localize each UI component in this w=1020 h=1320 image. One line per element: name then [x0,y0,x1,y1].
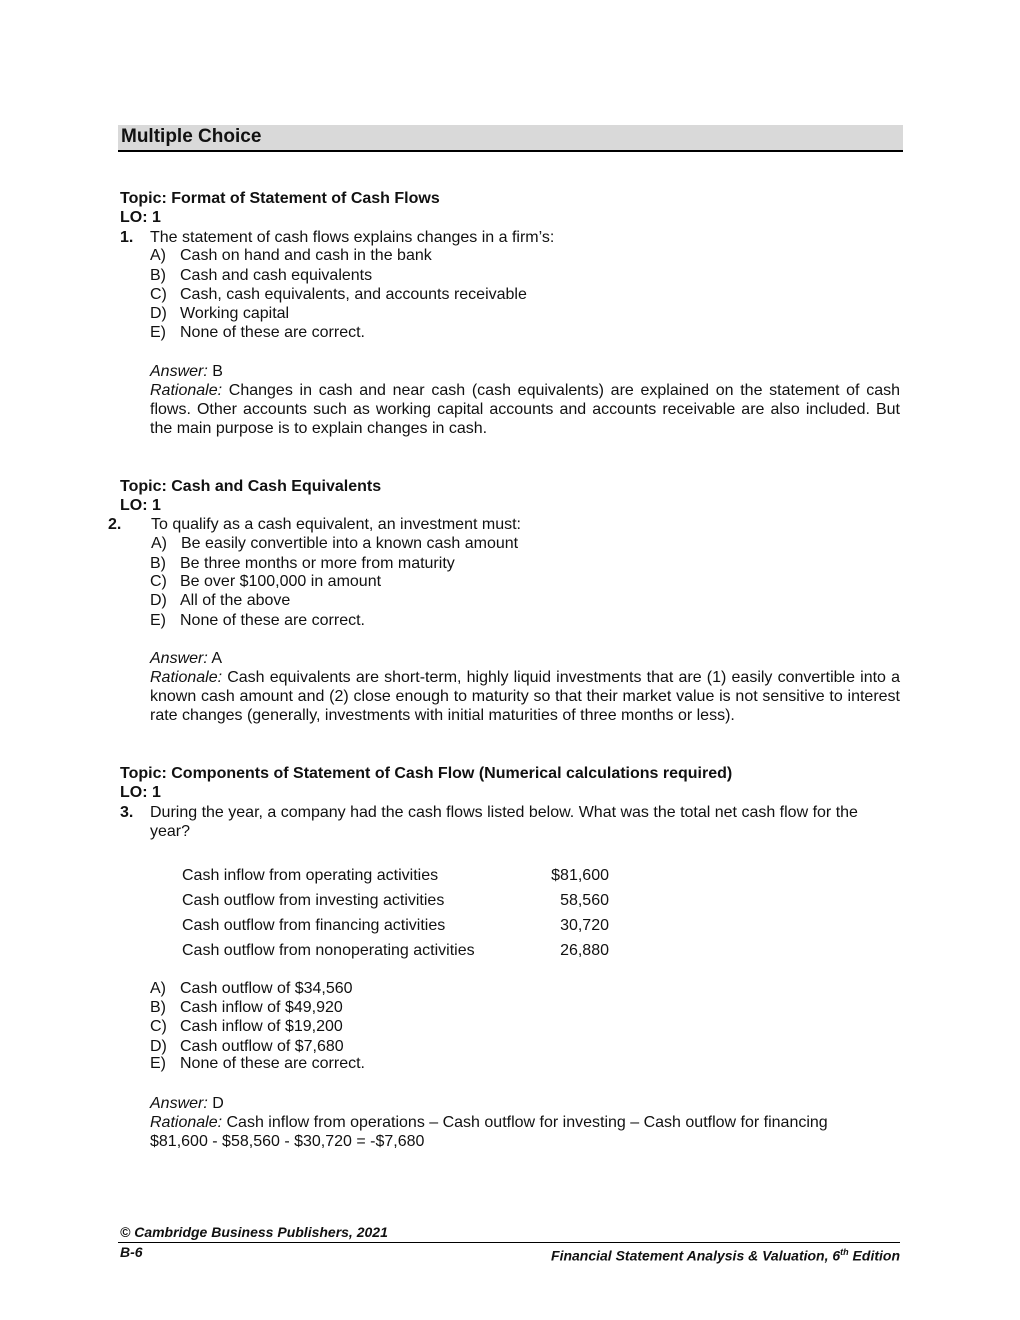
footer-copyright: © Cambridge Business Publishers, 2021 [120,1224,388,1240]
rationale-label: Rationale: [150,1114,223,1131]
q2-option-e-text: None of these are correct. [180,612,365,629]
question-1-stem: The statement of cash flows explains changes in a firm’s: [150,229,555,246]
q2-option-c-letter: C) [150,573,167,590]
cash-flow-amount-nonoperating: 26,880 [560,942,609,959]
q3-option-b-text: Cash inflow of $49,920 [180,999,343,1016]
question-2-stem: To qualify as a cash equivalent, an investment must: [151,516,521,533]
question-3-rationale-calculation: $81,600 - $58,560 - $30,720 = -$7,680 [150,1133,425,1150]
question-3-rationale [150,1113,828,1132]
q2-option-b-letter: B) [150,555,166,572]
q3-option-e-letter: E) [150,1055,166,1072]
rationale-text: Cash inflow from operations – Cash outflow for investing – Cash outflow for financing [226,1114,828,1131]
book-title-sup: th [840,1247,849,1257]
question-1-number: 1. [120,229,134,246]
answer-label: Answer: [150,363,208,380]
cash-flow-amount-investing: 58,560 [560,892,609,909]
q2-option-b-text: Be three months or more from maturity [180,555,455,572]
answer-label: Answer: [150,650,208,667]
book-title-end: Edition [848,1247,900,1264]
cash-flow-label-operating: Cash inflow from operating activities [182,867,439,884]
cash-flow-label-financing: Cash outflow from financing activities [182,917,446,934]
rationale-text: Cash equivalents are short-term, highly liquid investments that are (1) easily convertible into a known cash amount and (2) close enough to maturity so that their market value is not sensitive to interest rate changes (generally, investments with initial maturities of three months or less). [150,669,900,724]
footer-divider [118,1242,900,1243]
footer-page-number: B-6 [120,1244,143,1260]
q3-option-e-text: None of these are correct. [180,1055,365,1072]
section-title: Multiple Choice [121,126,262,147]
question-2-lo: LO: 1 [120,497,161,514]
question-2-rationale [150,668,900,725]
q3-option-d-text: Cash outflow of $7,680 [180,1038,344,1055]
footer-book-title [551,1244,900,1265]
answer-value: D [212,1095,224,1112]
question-1-topic: Topic: Format of Statement of Cash Flows [120,190,440,207]
answer-label: Answer: [150,1095,208,1112]
question-3-answer [150,1094,224,1113]
q1-option-d-letter: D) [150,305,167,322]
q1-option-b-text: Cash and cash equivalents [180,267,373,284]
rationale-label: Rationale: [150,382,223,399]
q3-option-a-letter: A) [150,980,166,997]
q1-option-c-letter: C) [150,286,167,303]
q2-option-d-letter: D) [150,592,167,609]
question-1-lo: LO: 1 [120,209,161,226]
question-2-answer [150,649,222,668]
rationale-label: Rationale: [150,669,223,686]
question-1-answer [150,362,223,381]
q1-option-a-letter: A) [150,247,166,264]
cash-flow-label-nonoperating: Cash outflow from nonoperating activities [182,942,475,959]
q1-option-e-text: None of these are correct. [180,324,365,341]
q3-option-b-letter: B) [150,999,166,1016]
q3-option-c-text: Cash inflow of $19,200 [180,1018,343,1035]
cash-flow-amount-financing: 30,720 [560,917,609,934]
rationale-text: Changes in cash and near cash (cash equivalents) are explained on the statement of cash flows. Other accounts such as working capital accounts and accounts receivable are also included. But the main purpose is to explain changes in cash. [150,382,900,437]
q2-option-d-text: All of the above [180,592,291,609]
question-3-topic: Topic: Components of Statement of Cash Flow (Numerical calculations required) [120,765,733,782]
q1-option-e-letter: E) [150,324,166,341]
q1-option-d-text: Working capital [180,305,290,322]
q3-option-c-letter: C) [150,1018,167,1035]
question-3-stem: During the year, a company had the cash flows listed below. What was the total net cash flow for the year? [150,804,858,840]
q2-option-a-text: Be easily convertible into a known cash amount [181,535,519,552]
q2-option-a-letter: A) [151,535,167,552]
section-header [118,125,903,152]
cash-flow-amount-operating: $81,600 [551,867,609,884]
q2-option-c-text: Be over $100,000 in amount [180,573,382,590]
q2-option-e-letter: E) [150,612,166,629]
answer-value: B [212,363,223,380]
question-2-number: 2. [108,516,122,533]
q1-option-c-text: Cash, cash equivalents, and accounts receivable [180,286,527,303]
question-2-topic: Topic: Cash and Cash Equivalents [120,478,382,495]
cash-flow-label-investing: Cash outflow from investing activities [182,892,445,909]
answer-value: A [211,650,223,667]
q1-option-b-letter: B) [150,267,166,284]
question-3-lo: LO: 1 [120,784,161,801]
q3-option-d-letter: D) [150,1038,167,1055]
question-3-number: 3. [120,804,134,821]
q3-option-a-text: Cash outflow of $34,560 [180,980,353,997]
book-title-main: Financial Statement Analysis & Valuation, 6 [551,1247,841,1264]
question-1-rationale [150,381,900,438]
q1-option-a-text: Cash on hand and cash in the bank [180,247,432,264]
